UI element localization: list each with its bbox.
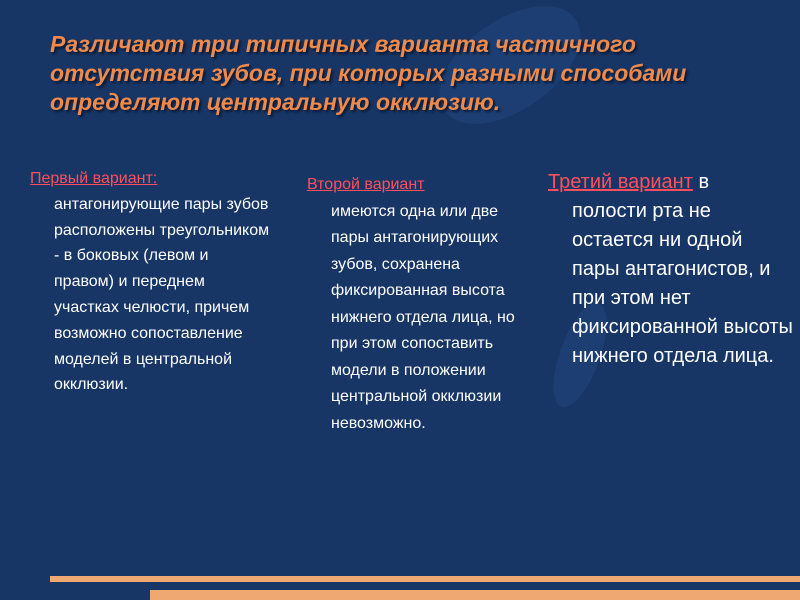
variant-one-column xyxy=(30,166,270,398)
variant-one-heading: Первый вариант: xyxy=(30,170,158,187)
variant-three-heading-tail: в xyxy=(698,171,710,193)
variant-three-heading: Третий вариант xyxy=(548,171,693,193)
slide-title: Различают три типичных варианта частичного отсутствия зубов, при которых разными способами определяют центральную окклюзию. xyxy=(50,31,687,115)
variant-two-text: имеются одна или две пары антагонирующих зубов, сохранена фиксированная высота нижнего отдела лица, но при этом сопоставить модели в положении центральной окклюзии невозможно. xyxy=(331,202,515,432)
accent-bar-bottom xyxy=(150,590,800,600)
variant-two-heading: Второй вариант xyxy=(307,176,425,193)
variant-one-text: антагонирующие пары зубов расположены треугольником - в боковых (левом и правом) и переднем участках челюсти, причем возможно сопоставление моделей в центральной окклюзии. xyxy=(54,195,270,394)
variant-three-column xyxy=(548,168,793,371)
variant-three-text: полости рта не остается ни одной пары антагонистов, и при этом нет фиксированной высоты нижнего отдела лица. xyxy=(572,200,793,367)
accent-bar-top xyxy=(50,576,800,582)
variant-two-column xyxy=(307,172,522,437)
